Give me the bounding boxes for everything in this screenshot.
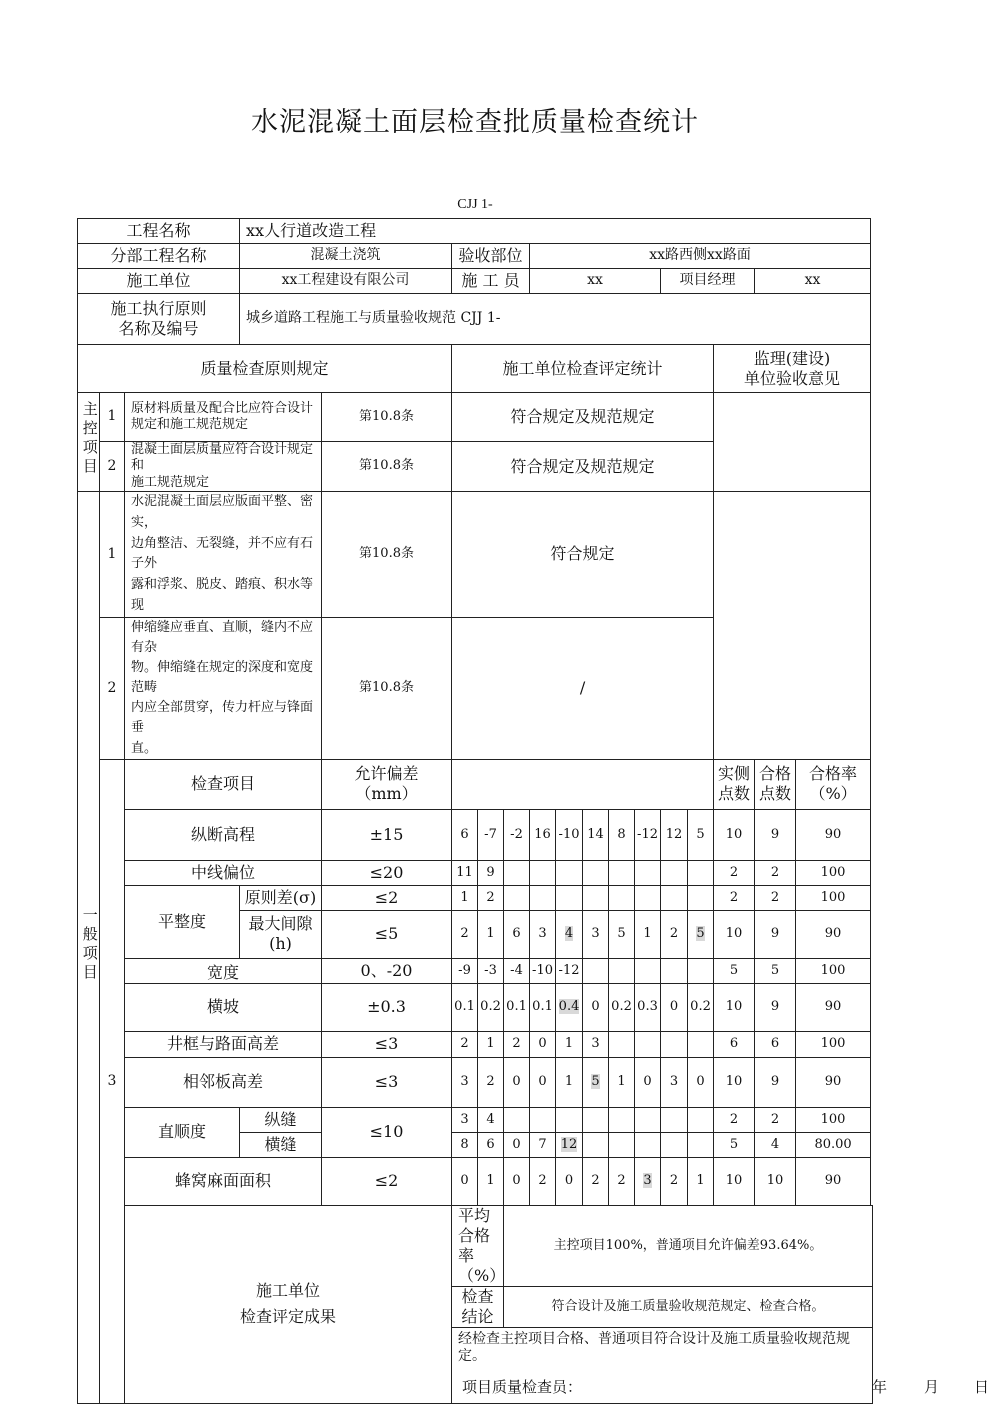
- measure-row: [78, 860, 873, 885]
- straightness-group-label: 直顺度: [125, 1107, 240, 1157]
- pass-rate: 90: [796, 809, 871, 860]
- measured-value: 8: [452, 1132, 478, 1157]
- avg-rate-value: 主控项目100%，普通项目允许偏差93.64%。: [504, 1205, 873, 1286]
- measured-value: 0.2: [609, 983, 635, 1031]
- measured-value: 0: [504, 1132, 530, 1157]
- measured-value: [504, 860, 530, 885]
- main-item-desc-line: 原材料质量及配合比应符合设计: [131, 400, 314, 416]
- actual-points-header-line2: 点数: [718, 784, 751, 804]
- worker-label: 施 工 员: [452, 269, 530, 294]
- general-item-no: 1: [100, 492, 125, 618]
- measured-value: 6: [478, 1132, 504, 1157]
- measured-value: 6: [452, 809, 478, 860]
- pass-rate: 90: [796, 983, 871, 1031]
- measured-value: 7: [530, 1132, 556, 1157]
- main-item-desc-line: 混凝土面层质量应符合设计规定和: [131, 442, 314, 474]
- measure-row: [78, 1157, 873, 1205]
- project-name-value: xx人行道改造工程: [240, 219, 871, 244]
- measured-value: -4: [504, 958, 530, 983]
- footer-comment-cell: [452, 1327, 989, 1403]
- measured-value: 11: [452, 860, 478, 885]
- measured-value: [504, 1107, 530, 1132]
- measured-value: [583, 885, 609, 910]
- measure-tolerance: ≤20: [322, 860, 452, 885]
- measured-value: 8: [609, 809, 635, 860]
- measured-value: [556, 910, 583, 958]
- measure-row: [78, 983, 873, 1031]
- standard-label-line2: 名称及编号: [118, 319, 199, 338]
- measure-row: [78, 1031, 873, 1057]
- info-row-subproject: [78, 244, 873, 269]
- measured-value: 0.2: [688, 983, 714, 1031]
- avg-rate-label: 平均合格率（%）: [452, 1205, 504, 1286]
- actual-points: 5: [714, 1132, 755, 1157]
- general-item-no: 2: [100, 617, 125, 759]
- standard-value: 城乡道路工程施工与质量验收规范 CJJ 1-: [240, 294, 871, 345]
- measured-value: [583, 1107, 609, 1132]
- measured-value: 5: [688, 809, 714, 860]
- highlighted-value: 3: [643, 1173, 652, 1189]
- actual-points-header-line1: 实侧: [718, 764, 751, 784]
- sub-project-label: 分部工程名称: [78, 244, 240, 269]
- measured-value: [609, 1107, 635, 1132]
- measured-value: 2: [661, 910, 688, 958]
- measured-value: 1: [556, 1031, 583, 1057]
- measured-value: 2: [661, 1157, 688, 1205]
- footer-unit-label-line2: 检查评定成果: [240, 1307, 337, 1327]
- measured-value: [635, 958, 661, 983]
- main-item-desc: [125, 442, 322, 492]
- pass-rate: 100: [796, 885, 871, 910]
- pass-points-header-line1: 合格: [759, 764, 792, 784]
- pass-points: 9: [755, 910, 796, 958]
- main-supervisor-opinion: [714, 393, 871, 492]
- measured-value: 0: [452, 1157, 478, 1205]
- measure-item-name: 纵断高程: [125, 809, 322, 860]
- measured-value: [688, 958, 714, 983]
- main-item-clause: 第10.8条: [322, 442, 452, 492]
- pass-points: 5: [755, 958, 796, 983]
- measured-value: [609, 958, 635, 983]
- measure-tolerance: ±0.3: [322, 983, 452, 1031]
- measured-value: 14: [583, 809, 609, 860]
- general-item-desc: [125, 617, 322, 759]
- measure-item-name: 横坡: [125, 983, 322, 1031]
- measured-value: 1: [452, 885, 478, 910]
- pass-points: 2: [755, 860, 796, 885]
- measured-value: 0: [556, 1157, 583, 1205]
- measured-value: -7: [478, 809, 504, 860]
- measured-value: 3: [452, 1107, 478, 1132]
- measured-value: [556, 860, 583, 885]
- measured-value: 16: [530, 809, 556, 860]
- measured-value: [635, 1107, 661, 1132]
- pass-rate: 90: [796, 1057, 871, 1107]
- measured-value: 0: [504, 1157, 530, 1205]
- pass-points-header: [755, 759, 796, 809]
- measure-row: [78, 958, 873, 983]
- pass-rate-header-line2: （%）: [809, 784, 857, 804]
- actual-points: 10: [714, 1057, 755, 1107]
- measured-value: 2: [609, 1157, 635, 1205]
- supervisor-header-line2: 单位验收意见: [744, 368, 841, 388]
- inspector-label: 项目质量检查员：: [462, 1377, 583, 1396]
- measured-value: 1: [609, 1057, 635, 1107]
- highlighted-value: 5: [696, 926, 705, 942]
- pass-rate: 100: [796, 1031, 871, 1057]
- highlighted-value: 4: [564, 926, 574, 942]
- measured-value: 6: [504, 910, 530, 958]
- measured-value: [688, 860, 714, 885]
- measured-value: 5: [609, 910, 635, 958]
- pass-points: 10: [755, 1157, 796, 1205]
- measured-value: 0: [688, 1057, 714, 1107]
- measured-value: [556, 1132, 583, 1157]
- measure-row: [78, 885, 873, 910]
- pass-rate: 80.00: [796, 1132, 871, 1157]
- highlighted-value: 0.4: [558, 999, 580, 1015]
- measured-value: -3: [478, 958, 504, 983]
- measure-row: [78, 1107, 873, 1132]
- actual-points: 10: [714, 910, 755, 958]
- pass-rate-header-line1: 合格率: [809, 764, 858, 784]
- actual-points: 10: [714, 1157, 755, 1205]
- main-item-row: [78, 393, 873, 442]
- pass-rate: 90: [796, 1157, 871, 1205]
- info-row-contractor: [78, 269, 873, 294]
- measure-header-row: [78, 759, 873, 809]
- contractor-value: xx工程建设有限公司: [240, 269, 452, 294]
- pass-rate: 100: [796, 860, 871, 885]
- measured-values-header: [452, 759, 714, 809]
- measured-value: [583, 1132, 609, 1157]
- measured-value: -12: [635, 809, 661, 860]
- measure-row: [78, 1057, 873, 1107]
- date-month-label: 月: [924, 1377, 940, 1396]
- general-item-desc-line: 物。伸缩缝在规定的深度和宽度范畴: [131, 660, 314, 696]
- supervisor-header-line1: 监理(建设): [753, 348, 831, 368]
- measured-value: 0.3: [635, 983, 661, 1031]
- measured-value: 1: [478, 910, 504, 958]
- measured-value: 3: [583, 910, 609, 958]
- measured-value: [688, 1132, 714, 1157]
- rules-header: 质量检查原则规定: [78, 345, 452, 393]
- pass-points-header-line2: 点数: [759, 784, 792, 804]
- worker-value: xx: [530, 269, 661, 294]
- measured-value: [556, 983, 583, 1031]
- measured-value: 2: [583, 1157, 609, 1205]
- measured-value: [688, 1031, 714, 1057]
- measured-value: [635, 860, 661, 885]
- measured-value: -10: [530, 958, 556, 983]
- measured-value: 1: [556, 1057, 583, 1107]
- measured-value: [661, 860, 688, 885]
- main-item-result: 符合规定及规范规定: [452, 442, 714, 492]
- flatness-group-label: 平整度: [125, 885, 240, 958]
- measured-value: 2: [452, 910, 478, 958]
- measured-value: 0.2: [478, 983, 504, 1031]
- measured-value: 0: [661, 983, 688, 1031]
- measured-value: 1: [635, 910, 661, 958]
- project-name-label: 工程名称: [78, 219, 240, 244]
- highlighted-value: 12: [560, 1136, 578, 1152]
- measured-value: 0: [635, 1057, 661, 1107]
- actual-points: 10: [714, 983, 755, 1031]
- measured-value: [661, 958, 688, 983]
- measured-value: 0: [530, 1057, 556, 1107]
- general-item-result: /: [452, 617, 714, 759]
- pass-points: 4: [755, 1132, 796, 1157]
- main-item-no: 2: [100, 442, 125, 492]
- measure-row: [78, 809, 873, 860]
- measure-item-name: 宽度: [125, 958, 322, 983]
- standard-label: [78, 294, 240, 345]
- measure-tolerance: ≤2: [322, 885, 452, 910]
- measured-value: [556, 1107, 583, 1132]
- main-item-desc-line: 规定和施工规范规定: [131, 417, 249, 432]
- footer-unit-label: [125, 1205, 452, 1403]
- measured-value: 1: [688, 1157, 714, 1205]
- actual-points: 2: [714, 860, 755, 885]
- general-item-clause: 第10.8条: [322, 617, 452, 759]
- info-row-standard: [78, 294, 873, 345]
- contractor-label: 施工单位: [78, 269, 240, 294]
- manager-label: 项目经理: [661, 269, 755, 294]
- tolerance-header-line2: （mm）: [355, 784, 418, 804]
- measured-value: 0: [504, 1057, 530, 1107]
- measured-value: [530, 860, 556, 885]
- general-item-3-no: 3: [100, 759, 125, 1403]
- conclusion-label: 检查结论: [452, 1286, 504, 1327]
- conclusion-value: 符合设计及施工质量验收规范规定、检查合格。: [504, 1286, 873, 1327]
- measured-value: [635, 1157, 661, 1205]
- date-year-label: 年: [872, 1377, 888, 1396]
- measured-value: 0: [530, 1031, 556, 1057]
- measured-value: [504, 885, 530, 910]
- main-item-desc-line: 施工规范规定: [131, 474, 210, 490]
- actual-points: 6: [714, 1031, 755, 1057]
- measured-value: 2: [530, 1157, 556, 1205]
- measure-tolerance: ≤3: [322, 1031, 452, 1057]
- footer-unit-label-line1: 施工单位: [256, 1281, 321, 1301]
- measured-value: [635, 1031, 661, 1057]
- measure-item-name: 蜂窝麻面面积: [125, 1157, 322, 1205]
- main-item-no: 1: [100, 393, 125, 442]
- main-item-clause: 第10.8条: [322, 393, 452, 442]
- measured-value: [556, 885, 583, 910]
- measured-value: 3: [530, 910, 556, 958]
- measure-item-name: 原则差(σ): [240, 885, 322, 910]
- general-item-desc-line: 边角整洁、无裂缝，并不应有石子外: [131, 535, 314, 572]
- tolerance-header-line1: 允许偏差: [354, 764, 419, 784]
- pass-points: 2: [755, 1107, 796, 1132]
- general-item-desc-line: 伸缩缝应垂直、直顺，缝内不应有杂: [131, 619, 314, 655]
- info-row-project: [78, 219, 873, 244]
- measured-value: [635, 1132, 661, 1157]
- main-items-group-text: 主控项目: [80, 401, 99, 478]
- measured-value: 3: [583, 1031, 609, 1057]
- pass-rate: 90: [796, 910, 871, 958]
- date-day-label: 日: [974, 1377, 989, 1396]
- measured-value: [661, 885, 688, 910]
- measured-value: -9: [452, 958, 478, 983]
- document-code: CJJ 1-: [457, 197, 493, 212]
- measure-tolerance: ≤3: [322, 1057, 452, 1107]
- pass-rate-header: [796, 759, 871, 809]
- measure-item-name: 中线偏位: [125, 860, 322, 885]
- manager-value: xx: [755, 269, 871, 294]
- measured-value: [609, 1132, 635, 1157]
- footer-avg-row: [78, 1205, 873, 1286]
- general-items-group-text: 一般项目: [80, 906, 99, 983]
- measured-value: -12: [556, 958, 583, 983]
- general-item-row: [78, 492, 873, 618]
- measured-value: -10: [556, 809, 583, 860]
- standard-label-line1: 施工执行原则: [110, 299, 207, 318]
- sub-project-value: 混凝土浇筑: [240, 244, 452, 269]
- measured-value: [688, 885, 714, 910]
- measured-value: 3: [452, 1057, 478, 1107]
- acceptance-part-value: xx路西侧xx路面: [530, 244, 871, 269]
- measured-value: 0.1: [530, 983, 556, 1031]
- actual-points: 5: [714, 958, 755, 983]
- measure-tolerance: ≤10: [322, 1107, 452, 1157]
- measure-tolerance: ±15: [322, 809, 452, 860]
- measured-value: [688, 910, 714, 958]
- measured-value: 3: [661, 1057, 688, 1107]
- actual-points-header: [714, 759, 755, 809]
- section-header-row: [78, 345, 873, 393]
- pass-rate: 100: [796, 958, 871, 983]
- measured-value: [583, 860, 609, 885]
- measured-value: [583, 1057, 609, 1107]
- measure-item-name: 相邻板高差: [125, 1057, 322, 1107]
- measure-tolerance: ≤2: [322, 1157, 452, 1205]
- actual-points: 2: [714, 885, 755, 910]
- measured-value: 9: [478, 860, 504, 885]
- measured-value: [661, 1107, 688, 1132]
- tolerance-header: [322, 759, 452, 809]
- measured-value: 0: [583, 983, 609, 1031]
- stats-header: 施工单位检查评定统计: [452, 345, 714, 393]
- measured-value: [609, 885, 635, 910]
- general-item-desc-line: 水泥混凝土面层应版面平整、密实，: [131, 494, 314, 530]
- general-items-group-label: [78, 492, 100, 1404]
- measured-value: 2: [504, 1031, 530, 1057]
- measured-value: [688, 1107, 714, 1132]
- measured-value: 4: [478, 1107, 504, 1132]
- pass-rate: 100: [796, 1107, 871, 1132]
- measured-value: -2: [504, 809, 530, 860]
- measure-item-name: 最大间隙(h): [240, 910, 322, 958]
- pass-points: 2: [755, 885, 796, 910]
- measure-item-name: 井框与路面高差: [125, 1031, 322, 1057]
- measure-item-name: 纵缝: [240, 1107, 322, 1132]
- measured-value: [583, 958, 609, 983]
- measured-value: [661, 1132, 688, 1157]
- pass-points: 9: [755, 809, 796, 860]
- measured-value: [635, 885, 661, 910]
- pass-points: 9: [755, 983, 796, 1031]
- actual-points: 2: [714, 1107, 755, 1132]
- page-title: 水泥混凝土面层检查批质量检查统计: [251, 107, 699, 138]
- general-item-desc-line: 露和浮浆、脱皮、踏痕、积水等现: [131, 577, 314, 613]
- measured-value: [530, 885, 556, 910]
- measured-value: 0.1: [452, 983, 478, 1031]
- measured-value: 0.1: [504, 983, 530, 1031]
- general-item-desc-line: 直。: [131, 740, 158, 756]
- acceptance-part-label: 验收部位: [452, 244, 530, 269]
- supervisor-header: [714, 345, 871, 393]
- main-item-result: 符合规定及规范规定: [452, 393, 714, 442]
- measured-value: [661, 1031, 688, 1057]
- measured-value: 1: [478, 1157, 504, 1205]
- inspection-table: [77, 218, 989, 1404]
- measured-value: [530, 1107, 556, 1132]
- measured-value: 1: [478, 1031, 504, 1057]
- measure-tolerance: ≤5: [322, 910, 452, 958]
- general-item-desc: [125, 492, 322, 618]
- highlighted-value: 5: [591, 1074, 600, 1090]
- actual-points: 10: [714, 809, 755, 860]
- pass-points: 9: [755, 1057, 796, 1107]
- measure-item-header: 检查项目: [125, 759, 322, 809]
- general-item-desc-line: 内应全部贯穿，传力杆应与锋面垂: [131, 700, 314, 736]
- measure-tolerance: 0、-20: [322, 958, 452, 983]
- general-supervisor-opinion: [714, 492, 871, 760]
- main-items-group-label: [78, 393, 100, 492]
- measured-value: [609, 860, 635, 885]
- measured-value: 12: [661, 809, 688, 860]
- measured-value: 2: [478, 885, 504, 910]
- measure-item-name: 横缝: [240, 1132, 322, 1157]
- measured-value: [609, 1031, 635, 1057]
- pass-points: 6: [755, 1031, 796, 1057]
- general-item-result: 符合规定: [452, 492, 714, 618]
- measured-value: 2: [452, 1031, 478, 1057]
- main-item-desc: [125, 393, 322, 442]
- general-item-clause: 第10.8条: [322, 492, 452, 618]
- measured-value: 2: [478, 1057, 504, 1107]
- footer-comment: 经检查主控项目合格、普通项目符合设计及施工质量验收规范规定。: [458, 1330, 851, 1365]
